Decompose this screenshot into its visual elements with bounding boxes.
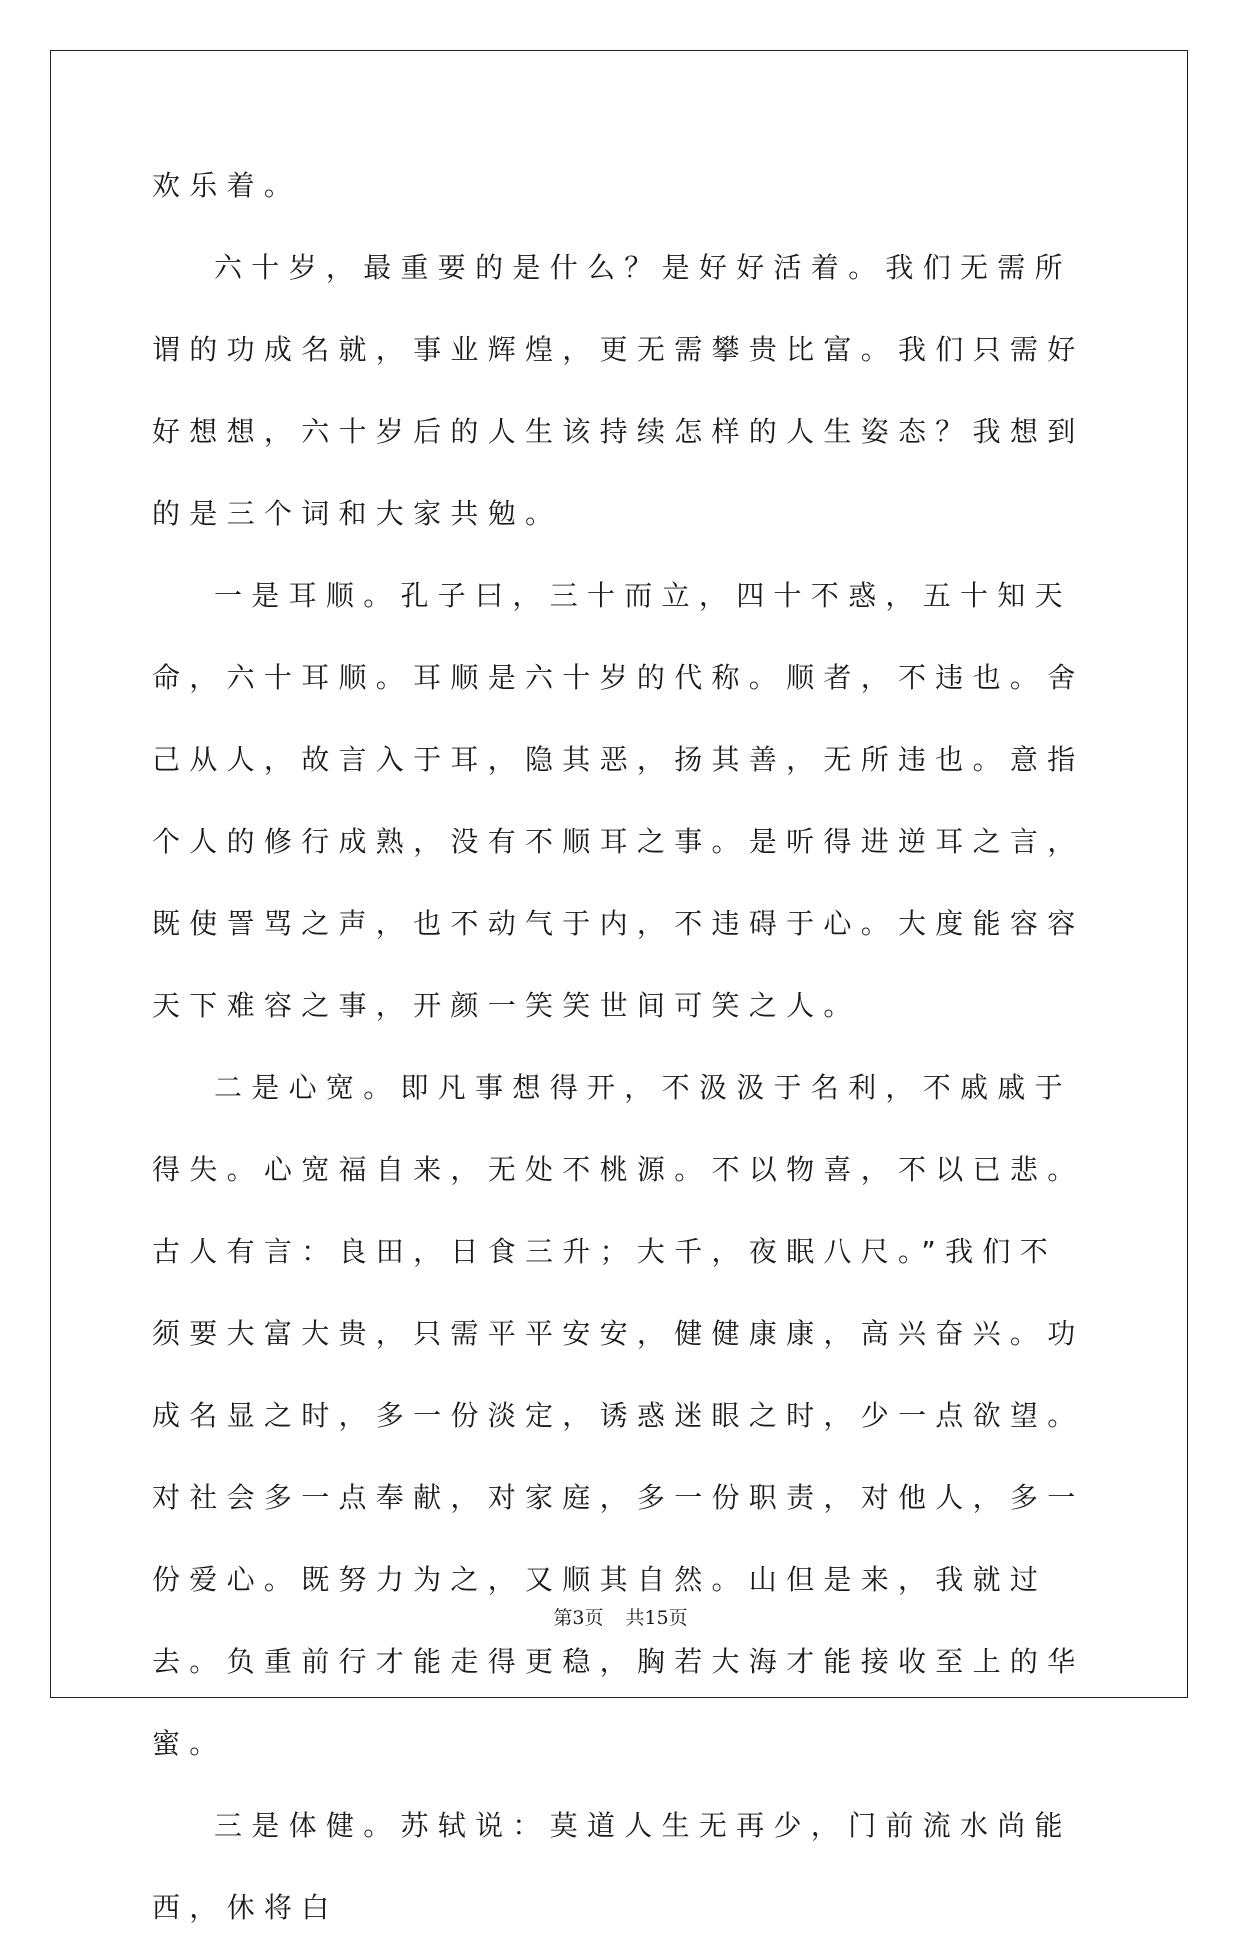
total-pages: 共15页 (625, 1607, 688, 1629)
document-body (152, 145, 1092, 1949)
page-footer (0, 1603, 1241, 1630)
paragraph-sixty: 六十岁，最重要的是什么？是好好活着。我们无需所谓的功成名就，事业辉煌，更无需攀贵比富。我们只需好好想想，六十岁后的人生该持续怎样的人生姿态？我想到的是三个词和大家共勉。 (152, 251, 1085, 530)
paragraph-er-shun: 一是耳顺。孔子曰，三十而立，四十不惑，五十知天命，六十耳顺。耳顺是六十岁的代称。顺者，不违也。舍己从人，故言入于耳，隐其恶，扬其善，无所违也。意指个人的修行成熟，没有不顺耳之事。是听得进逆耳之言，既使詈骂之声，也不动气于内，不违碍于心。大度能容容天下难容之事，开颜一笑笑世间可笑之人。 (152, 579, 1085, 1022)
paragraph-xin-kuan: 二是心宽。即凡事想得开，不汲汲于名利，不戚戚于得失。心宽福自来，无处不桃源。不以物喜，不以已悲。古人有言：良田，日食三升；大千，夜眠八尺。”我们不须要大富大贵，只需平平安安，健健康康，高兴奋兴。功成名显之时，多一份淡定，诱惑迷眼之时，少一点欲望。对社会多一点奉献，对家庭，多一份职责，对他人，多一份爱心。既努力为之，又顺其自然。山但是来，我就过去。负重前行才能走得更稳，胸若大海才能接收至上的华蜜。 (152, 1071, 1085, 1760)
paragraph-ti-jian: 三是体健。苏轼说：莫道人生无再少，门前流水尚能西，休将白 (152, 1809, 1072, 1924)
current-page-number: 第3页 (553, 1607, 604, 1629)
paragraph-continuation: 欢乐着。 (152, 169, 302, 202)
